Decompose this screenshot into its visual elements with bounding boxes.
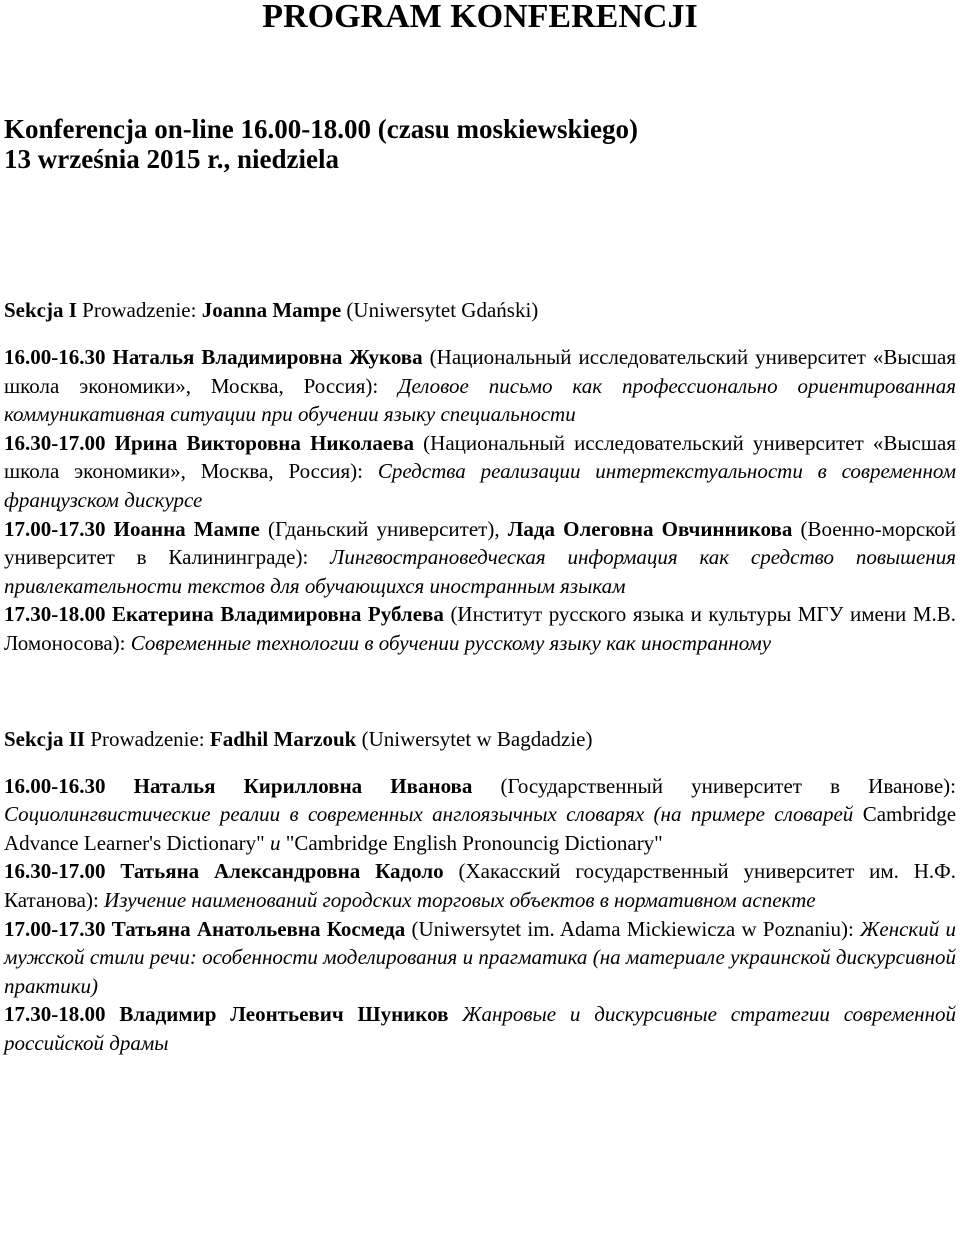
entry-authors: Ирина Викторовна Николаева <box>114 430 414 455</box>
entry-authors: Татьяна Александровна Кадоло <box>120 859 444 884</box>
entry-authors: Наталья Владимировна Жукова <box>112 345 423 369</box>
section-name: Sekcja I <box>4 298 77 322</box>
entry-affiliation: (Хакасский государственный университет им. Н.Ф. Катанова): <box>4 859 957 912</box>
program-entry <box>4 1000 956 1057</box>
section-entries <box>4 772 956 1058</box>
chair-name: Fadhil Marzouk <box>209 726 357 751</box>
section-entries <box>4 343 956 658</box>
section-heading <box>4 725 956 753</box>
program-entry <box>4 600 956 657</box>
chair-label: Prowadzenie: <box>90 726 205 751</box>
program-entry <box>4 343 956 429</box>
entry-time: 17.00-17.30 <box>4 916 106 941</box>
entry-dictionary-2: "Cambridge English Pronouncig Dictionary" <box>285 830 663 855</box>
program-entry <box>4 515 956 601</box>
entry-affiliation: (Национальный исследовательский университет «Высшая школа экономики», Москва, Россия): <box>4 430 956 484</box>
entry-time: 16.00-16.30 <box>4 345 106 369</box>
conference-date: 13 września 2015 r., niedziela <box>4 144 339 174</box>
entry-topic: Лингвострановедческая информация как средство повышения привлекательности текстов для обучающихся иностранным языкам <box>4 545 957 598</box>
entry-affiliation: (Национальный исследовательский университет «Высшая школа экономики», Москва, Россия): <box>4 345 957 398</box>
chair-affiliation: (Uniwersytet Gdański) <box>346 298 539 322</box>
entry-topic: Современные технологии в обучении русскому языку как иностранному <box>130 630 772 655</box>
entry-time: 17.30-18.00 <box>4 602 106 627</box>
entry-time: 17.30-18.00 <box>4 1002 106 1027</box>
entry-conjunction: и <box>270 830 281 855</box>
entry-authors: Екатерина Владимировна Рублева <box>112 602 444 627</box>
entry-time: 16.30-17.00 <box>4 859 106 884</box>
chair-affiliation: (Uniwersytet w Bagdadzie) <box>361 726 593 751</box>
entry-affiliation: (Гданьский университет), <box>268 516 500 541</box>
entry-topic: Изучение наименований городских торговых объектов в нормативном аспекте <box>104 887 816 912</box>
entry-affiliation-second: (Военно-морской университет в Калининграде): <box>4 516 957 570</box>
entry-dictionary-1: Cambridge Advance Learner's Dictionary" <box>4 802 957 855</box>
entry-authors: Наталья Кирилловна Иванова <box>133 773 473 798</box>
entry-topic: Социолингвистические реалии в современных англоязычных словарях (на примере словарей <box>4 802 854 827</box>
document-page <box>4 0 956 1057</box>
chair-name: Joanna Mampe <box>201 298 342 322</box>
program-entry <box>4 429 956 515</box>
entry-topic: Женский и мужской стили речи: особенности моделирования и прагматика (на материале украинской дискурсивной практики) <box>4 916 957 998</box>
entry-authors-second: Лада Олеговна Овчинникова <box>507 516 793 541</box>
entry-time: 17.00-17.30 <box>4 516 106 541</box>
conference-note: (czasu moskiewskiego) <box>377 114 638 144</box>
page-title: PROGRAM KONFERENCJI <box>262 0 698 35</box>
entry-topic: Жанровые и дискурсивные стратегии современной российской драмы <box>4 1002 956 1055</box>
conference-time: 16.00-18.00 <box>240 114 371 144</box>
section-heading <box>4 296 956 324</box>
conference-label: Konferencja on-line <box>4 114 234 144</box>
chair-label: Prowadzenie: <box>82 298 197 322</box>
entry-topic: Средства реализации интертекстуальности в современном французском дискурсе <box>4 459 956 512</box>
entry-authors: Владимир Леонтьевич Шуников <box>119 1002 449 1027</box>
program-entry <box>4 857 956 914</box>
program-entry <box>4 915 956 1001</box>
entry-authors: Татьяна Анатольевна Космеда <box>111 916 406 941</box>
entry-authors: Иоанна Мампе <box>113 516 260 541</box>
program-entry <box>4 772 956 858</box>
entry-topic: Деловое письмо как профессионально ориентированная коммуникативная ситуации при обучении языку специальности <box>4 373 956 427</box>
entry-time: 16.00-16.30 <box>4 773 106 798</box>
conference-time-line <box>4 114 956 144</box>
entry-time: 16.30-17.00 <box>4 430 106 455</box>
entry-affiliation: (Uniwersytet im. Adama Mickiewicza w Poznaniu): <box>411 916 854 941</box>
entry-affiliation: (Государственный университет в Иванове): <box>500 773 956 798</box>
entry-affiliation: (Институт русского языка и культуры МГУ имени М.В. Ломоносова): <box>4 602 956 655</box>
section-name: Sekcja II <box>4 726 86 751</box>
conference-header <box>4 114 956 174</box>
